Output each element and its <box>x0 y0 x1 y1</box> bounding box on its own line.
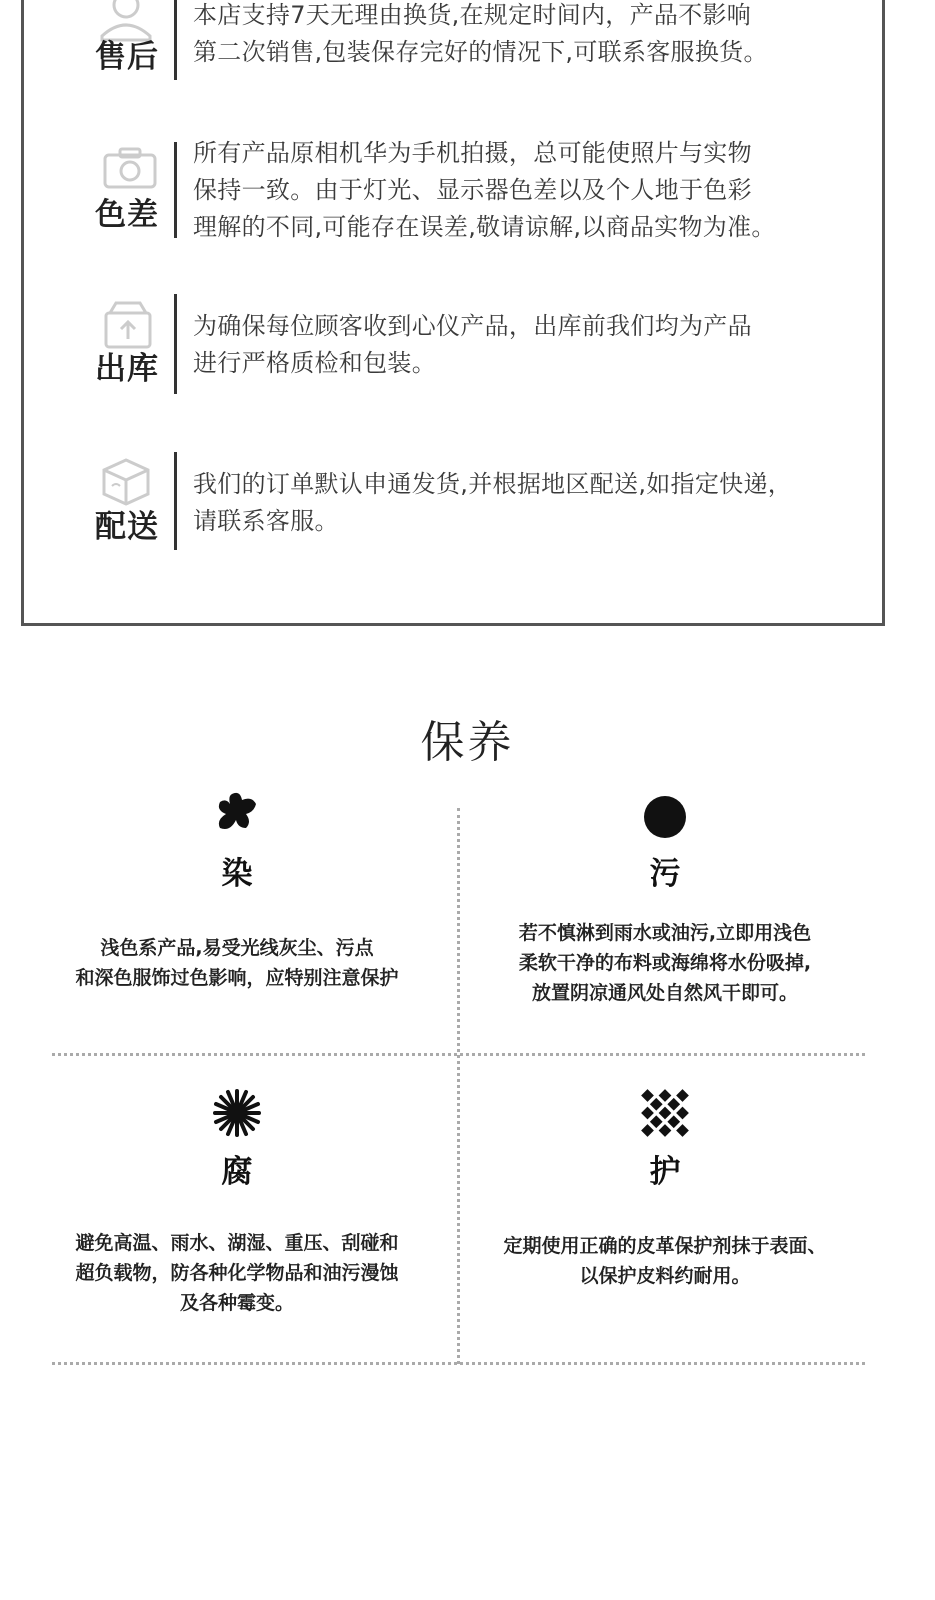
policy-text: 我们的订单默认申通发货,并根据地区配送,如指定快递， 请联系客服。 <box>193 470 793 535</box>
policy-divider <box>174 452 177 550</box>
policy-divider <box>174 142 177 238</box>
care-section-title: 保养 <box>420 717 515 768</box>
care-text: 定期使用正确的皮革保护剂抹于表面、 以保护皮料约耐用。 <box>503 1235 827 1287</box>
care-vertical-divider <box>457 808 460 1364</box>
care-label: 污 <box>649 856 681 892</box>
policy-title: 色差 <box>95 197 159 233</box>
policy-title: 出库 <box>95 351 159 387</box>
policy-title: 售后 <box>95 39 159 75</box>
care-label: 腐 <box>221 1154 253 1190</box>
dot-icon <box>640 792 690 842</box>
burst-icon <box>212 1088 262 1138</box>
policy-text: 所有产品原相机华为手机拍摄，总可能使照片与实物 保持一致。由于灯光、显示器色差以及个人地于色彩 理解的不同,可能存在误差,敬请谅解,以商品实物为准。 <box>193 139 776 241</box>
care-text: 浅色系产品,易受光线灰尘、污点 和深色服饰过色影响，应特别注意保护 <box>75 937 399 989</box>
care-text: 避免高温、雨水、湖湿、重压、刮碰和 超负载物，防各种化学物品和油污漫蚀 及各种霉变。 <box>75 1232 399 1314</box>
avatar-icon <box>96 0 156 42</box>
policy-title: 配送 <box>95 509 159 545</box>
policy-text: 本店支持7天无理由换货,在规定时间内，产品不影响 第二次销售,包装保存完好的情况下,可联系客服换货。 <box>193 1 768 66</box>
policy-text: 为确保每位顾客收到心仪产品，出库前我们均为产品 进行严格质检和包装。 <box>193 312 752 377</box>
policy-box <box>21 0 885 626</box>
policy-divider <box>174 294 177 394</box>
box-icon <box>102 299 154 351</box>
care-label: 护 <box>649 1154 681 1190</box>
care-horizontal-divider <box>52 1053 865 1056</box>
care-label: 染 <box>221 856 253 892</box>
stain-icon <box>212 788 262 838</box>
package-icon <box>98 456 154 508</box>
camera-icon <box>102 146 158 190</box>
policy-divider <box>174 0 177 80</box>
care-bottom-divider <box>52 1362 865 1365</box>
grid-dots-icon <box>640 1088 690 1138</box>
care-item-corrosion <box>37 1088 437 1338</box>
care-item-stain <box>37 788 437 1038</box>
care-text: 若不慎淋到雨水或油污,立即用浅色 柔软干净的布料或海绵将水份吸掉, 放置阴凉通风处自然风干即可。 <box>518 922 812 1004</box>
care-item-dirt <box>465 788 865 1038</box>
care-item-protect <box>465 1088 865 1338</box>
